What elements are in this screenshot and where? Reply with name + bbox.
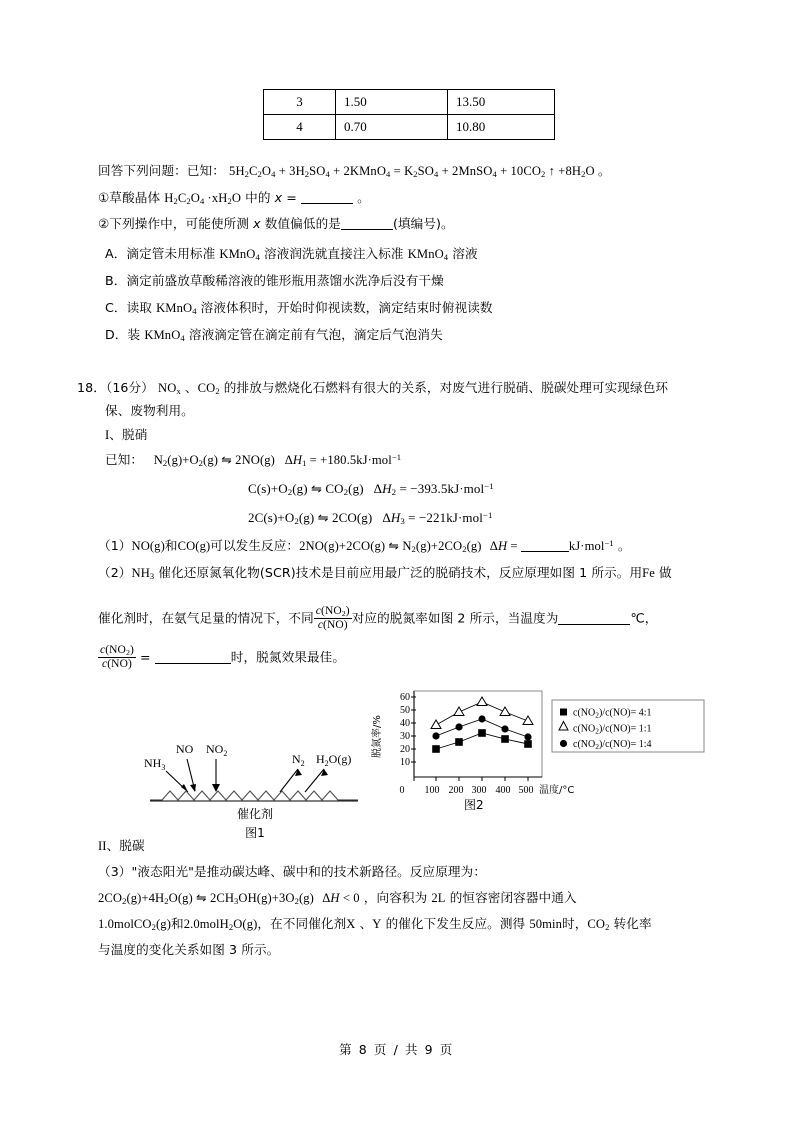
answer-blank-dh[interactable] xyxy=(521,551,569,552)
q18-stem-line1: 18．（16分） $NO_x$ 、$CO_2$ 的排放与燃烧化石燃料有很大的关系，对废气进行脱硝、脱碳处理可实现绿色环 xyxy=(77,380,669,397)
answer-blank-x[interactable] xyxy=(301,203,353,204)
chart-yticks xyxy=(400,692,410,768)
chart-xlabel: 温度/°C xyxy=(539,785,575,796)
svg-text:500: 500 xyxy=(518,785,534,796)
label-nh3: $NH_3$ xyxy=(144,756,166,772)
q18-equation-1: $N_2(g)+O_2(g)$ ⇋ 2NO(g) $\Delta H_1 = +180.5kJ\cdot mol^{-1}$ xyxy=(147,452,402,469)
table-cell-col3: 10.80 xyxy=(448,115,555,140)
fraction-denominator: c(NO) xyxy=(98,657,136,670)
q17-item-1: ①草酸晶体 $H_2C_2O_4 \cdot xH_2O$ 中的 x = 。 xyxy=(98,190,370,207)
table-row xyxy=(264,115,555,140)
option-key: B． xyxy=(105,273,127,288)
legend-marker-triangle xyxy=(559,722,568,731)
sub2-c2-text: 时，脱氮效果最佳。 xyxy=(230,649,346,665)
q18-sub1: （1）NO(g)和CO(g)可以发生反应：2NO(g)+2CO(g) ⇋ $N_2(g)+2CO_2(g) \Delta H = kJ\cdot mol^{-1}$ 。 xyxy=(98,538,631,555)
fraction-numerator: $c(NO_2)$ xyxy=(100,644,134,657)
chart-xticks xyxy=(400,785,534,796)
answer-blank-temperature[interactable] xyxy=(558,624,630,625)
series-markers-1to4 xyxy=(432,715,531,740)
q17-option-a: A．滴定管未用标准 KMnO$_4$ 溶液润洗就直接注入标准 KMnO$_4$ 溶液 xyxy=(105,246,478,263)
table-row xyxy=(264,90,555,115)
table-cell-col3: 13.50 xyxy=(448,90,555,115)
table-cell-col2: 1.50 xyxy=(336,90,448,115)
sub2-b1-text: 催化剂时，在氨气足量的情况下，不同 xyxy=(98,610,314,626)
catalyst-surface xyxy=(150,791,358,800)
q17-option-c: C．读取 KMnO$_4$ 溶液体积时，开始时仰视读数，滴定结束时俯视读数 xyxy=(105,300,493,317)
q18-sub2-line2 xyxy=(98,606,657,632)
q18-sub2-line1: $(2)NH_3$ 催化还原氮氧化物(SCR)技术是目前应用最广泛的脱硝技术，反应原理如图 1 所示。用Fe 做 xyxy=(98,565,672,582)
page-footer: 第 8 页 / 共 9 页 xyxy=(339,1042,454,1057)
figure-1-caption: 图1 xyxy=(245,826,265,840)
label-no: NO xyxy=(176,742,194,756)
answer-blank-ratio[interactable] xyxy=(155,663,231,664)
q18-sub3-line2: $2CO_2(g)+4H_2O(g)$ ⇋ $2CH_3OH(g)+3O_2(g) \Delta H < 0$ ，向容积为 2L 的恒容密闭容器中通入 xyxy=(98,890,577,907)
q17-equation: $5H_2C_2O_4 + 3H_2SO_4$ + 2KMnO$_4$ = $K_2SO_4$ + 2MnSO$_4$ + $10CO_2$ ↑ $+8H_2O$ 。 xyxy=(229,164,611,180)
figure-2-caption: 图2 xyxy=(464,798,484,812)
q18-score: （16分） xyxy=(105,380,154,395)
svg-text:20: 20 xyxy=(400,744,410,755)
legend-label-1to1: $c(NO_2)/c(NO)=$ 1:1 xyxy=(573,723,652,736)
chart-ylabel: 脱氮率/% xyxy=(372,715,383,758)
chart-svg xyxy=(370,686,710,816)
measurement-table xyxy=(263,89,555,140)
option-key: D． xyxy=(105,327,128,342)
known-text: 已知： xyxy=(105,452,144,467)
option-key: A． xyxy=(105,246,127,261)
svg-text:200: 200 xyxy=(448,785,464,796)
arrowheads xyxy=(181,769,328,792)
q17-lead-line xyxy=(98,163,611,180)
figure-1 xyxy=(140,735,370,840)
q18-known-label xyxy=(105,452,401,469)
figure-2-chart xyxy=(370,686,710,816)
svg-text:0: 0 xyxy=(399,785,405,796)
answer-blank-option[interactable] xyxy=(341,229,393,230)
label-h2og: $H_2O(g)$ xyxy=(316,752,352,768)
svg-text:400: 400 xyxy=(495,785,511,796)
svg-text:50: 50 xyxy=(400,705,410,716)
svg-text:30: 30 xyxy=(400,731,410,742)
q17-option-d: D．装 KMnO$_4$ 溶液滴定管在滴定前有气泡，滴定后气泡消失 xyxy=(105,327,443,344)
ratio-fraction xyxy=(314,605,352,631)
svg-text:300: 300 xyxy=(471,785,487,796)
q18-sub2-line3 xyxy=(98,645,345,671)
q17-item-2: ②下列操作中，可能使所测 x 数值偏低的是 (填编号)。 xyxy=(98,216,454,231)
svg-text:60: 60 xyxy=(400,692,410,703)
svg-text:10: 10 xyxy=(400,757,410,768)
q18-sub3-line1: （3）"液态阳光"是推动碳达峰、碳中和的技术新路径。反应原理为： xyxy=(98,864,487,879)
fraction-numerator: $c(NO_2)$ xyxy=(315,605,350,618)
q18-equation-2: $C(s)+O_2(g)$ ⇋ $CO_2(g) \Delta H_2 = -393.5kJ\cdot mol^{-1}$ xyxy=(248,481,494,498)
q18-part1-title: I、脱硝 xyxy=(105,427,148,442)
q18-stem-line2: 保、废物利用。 xyxy=(105,403,194,418)
sub2-c1-text: = xyxy=(140,649,151,665)
label-no2: $NO_2$ xyxy=(206,742,228,758)
q18-part2-title: II、脱碳 xyxy=(98,838,145,853)
q18-sub3-line4: 与温度的变化关系如图 3 所示。 xyxy=(98,942,280,957)
q18-number: 18． xyxy=(77,380,106,395)
series-markers-1to1 xyxy=(431,697,533,729)
legend-marker-circle xyxy=(560,740,567,747)
table-cell-no: 3 xyxy=(264,90,336,115)
legend-label-1to4: $c(NO_2)/c(NO)=$ 1:4 xyxy=(573,739,652,751)
table-cell-col2: 0.70 xyxy=(336,115,448,140)
fraction-denominator: c(NO) xyxy=(314,618,352,631)
label-n2: $N_2$ xyxy=(292,752,305,768)
legend-marker-square xyxy=(560,709,567,716)
q18-sub3-line3: 1.0molCO$_2$(g)和2.0molH$_2$O(g)，在不同催化剂X 、Y 的催化下发生反应。测得 50min时，$CO_2$ 转化率 xyxy=(98,916,652,933)
svg-text:40: 40 xyxy=(400,718,410,729)
q18-equation-3: $2C(s)+O_2(g)$ ⇋ 2CO(g) $\Delta H_3 = -221kJ\cdot mol^{-1}$ xyxy=(248,510,493,527)
sub2-b3-text: ℃， xyxy=(630,610,658,626)
option-key: C． xyxy=(105,300,127,315)
sub2-b2-text: 对应的脱氮率如图 2 所示，当温度为 xyxy=(351,610,559,626)
chart-xticks-marks xyxy=(414,777,528,781)
table-cell-no: 4 xyxy=(264,115,336,140)
legend-label-4to1: $c(NO_2)/c(NO)=$ 4:1 xyxy=(573,707,652,720)
q17-lead-text: 回答下列问题：已知： xyxy=(98,163,225,178)
catalyst-label: 催化剂 xyxy=(236,807,273,821)
q17-option-b: B．滴定前盛放草酸稀溶液的锥形瓶用蒸馏水洗净后没有干燥 xyxy=(105,273,444,288)
ratio-fraction xyxy=(98,644,136,670)
svg-text:100: 100 xyxy=(424,785,440,796)
